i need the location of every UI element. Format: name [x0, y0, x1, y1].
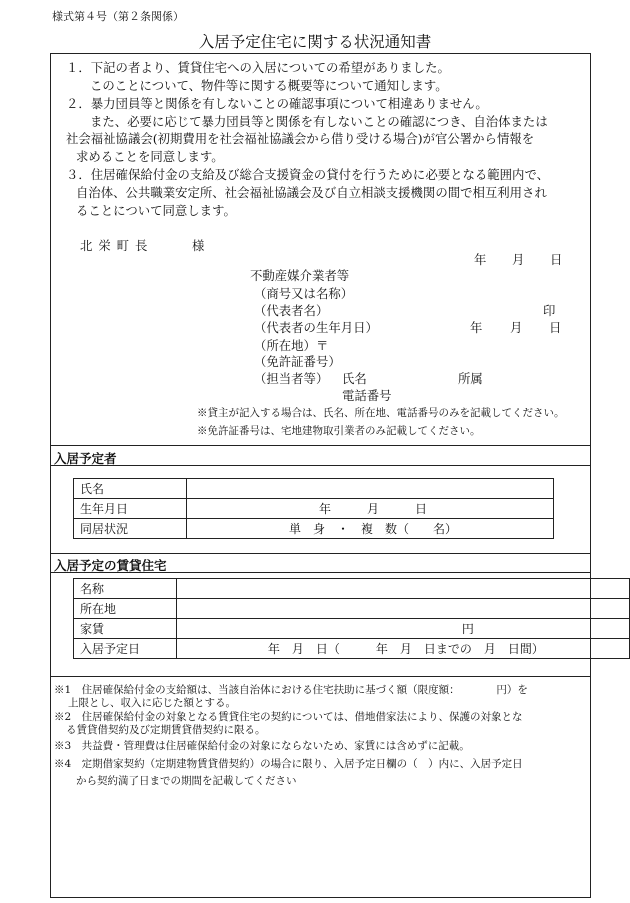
footnote-2: ※2 住居確保給付金の対象となる賃貸住宅の契約については、借地借家法により、保護の対象とな: [54, 711, 523, 723]
intro-line-2: このことについて、物件等に関する概要等について通知します。: [90, 78, 448, 93]
table-row: [74, 619, 630, 639]
housing-address-field[interactable]: [176, 599, 629, 619]
agent-note-1: ※貸主が記入する場合は、氏名、所在地、電話番号のみを記載してください。: [197, 407, 565, 419]
footnote-4-cont: から契約満了日までの期間を記載してください: [76, 775, 297, 787]
tenant-name-label: 氏名: [74, 479, 187, 499]
date-year: 年: [474, 252, 487, 267]
footnote-1-cont: 上限とし、収入に応じた額とする。: [68, 697, 236, 709]
housing-name-label: 名称: [74, 579, 177, 599]
agent-trade-name: （商号又は名称）: [254, 286, 354, 301]
intro-line-6: 求めることを同意します。: [76, 149, 224, 164]
tenant-birthdate-label: 生年月日: [74, 499, 187, 519]
addressee-honorific: 様: [192, 238, 205, 253]
table-row: [74, 579, 630, 599]
addressee-name: 北 栄 町 長: [80, 238, 149, 253]
agent-address: （所在地）〒: [254, 338, 329, 353]
section-divider: [50, 445, 591, 446]
date-day: 日: [550, 252, 563, 267]
agent-staff: （担当者等）: [254, 371, 329, 386]
tenant-household-field[interactable]: 単 身 ・ 複 数（ 名）: [187, 519, 554, 539]
intro-line-7: ３．住居確保給付金の支給及び総合支援資金の貸付を行うために必要となる範囲内で、: [66, 167, 549, 182]
agent-heading: 不動産媒介業者等: [250, 268, 350, 283]
section-divider: [50, 553, 591, 554]
tenant-household-label: 同居状況: [74, 519, 187, 539]
agent-rep-birth: （代表者の生年月日）: [254, 320, 378, 335]
tenant-table: [73, 478, 554, 539]
document-title: 入居予定住宅に関する状況通知書: [198, 33, 432, 51]
housing-rent-label: 家賃: [74, 619, 177, 639]
footnote-2-cont: る賃貸借契約及び定期賃貸借契約に限る。: [66, 724, 266, 736]
staff-name-label: 氏名: [342, 371, 367, 386]
intro-line-9: ることについて同意します。: [76, 203, 236, 218]
tenant-birthdate-field[interactable]: 年 月 日: [187, 499, 554, 519]
agent-note-2: ※免許証番号は、宅地建物取引業者のみ記載してください。: [197, 425, 481, 437]
intro-line-4: また、必要に応じて暴力団員等と関係を有しないことの確認につき、自治体または: [90, 114, 548, 129]
agent-representative: （代表者名）: [254, 303, 329, 318]
seal-mark: 印: [543, 303, 556, 318]
table-row: [74, 479, 554, 499]
form-number: 様式第４号（第２条関係）: [52, 10, 184, 23]
move-in-date-field[interactable]: 年 月 日（ 年 月 日までの 月 日間）: [176, 639, 629, 659]
agent-license: （免許証番号）: [254, 354, 341, 369]
housing-table: [73, 578, 630, 659]
table-row: [74, 519, 554, 539]
intro-line-1: １．下記の者より、賃貸住宅への入居についての希望がありました。: [66, 60, 450, 75]
table-row: [74, 599, 630, 619]
staff-phone-label: 電話番号: [342, 388, 392, 403]
section-divider: [50, 572, 591, 573]
rep-birth-year: 年: [470, 320, 483, 335]
housing-name-field[interactable]: [176, 579, 629, 599]
rep-birth-month: 月: [510, 320, 523, 335]
housing-address-label: 所在地: [74, 599, 177, 619]
footnote-1: ※1 住居確保給付金の支給額は、当該自治体における住宅扶助に基づく額（限度額： 円）を: [54, 684, 528, 696]
move-in-date-label: 入居予定日: [74, 639, 177, 659]
date-month: 月: [512, 252, 525, 267]
table-row: [74, 639, 630, 659]
rep-birth-day: 日: [549, 320, 562, 335]
tenant-heading: 入居予定者: [54, 451, 117, 466]
footnote-3: ※3 共益費・管理費は住居確保給付金の対象にならないため、家賃には含めずに記載。: [54, 740, 470, 752]
housing-heading: 入居予定の賃貸住宅: [54, 558, 167, 573]
intro-line-3: ２．暴力団員等と関係を有しないことの確認事項について相違ありません。: [66, 96, 488, 111]
section-divider: [50, 465, 591, 466]
housing-rent-field[interactable]: 円: [176, 619, 629, 639]
staff-affiliation-label: 所属: [458, 371, 483, 386]
intro-line-8: 自治体、公共職業安定所、社会福祉協議会及び自立相談支援機関の間で相互利用され: [76, 185, 547, 200]
footnote-4: ※4 定期借家契約（定期建物賃貸借契約）の場合に限り、入居予定日欄の（ ）内に、入居予定日: [54, 758, 523, 770]
tenant-name-field[interactable]: [187, 479, 554, 499]
intro-line-5: 社会福祉協議会(初期費用を社会福祉協議会から借り受ける場合)が官公署から情報を: [66, 131, 535, 146]
table-row: [74, 499, 554, 519]
section-divider: [50, 676, 591, 677]
